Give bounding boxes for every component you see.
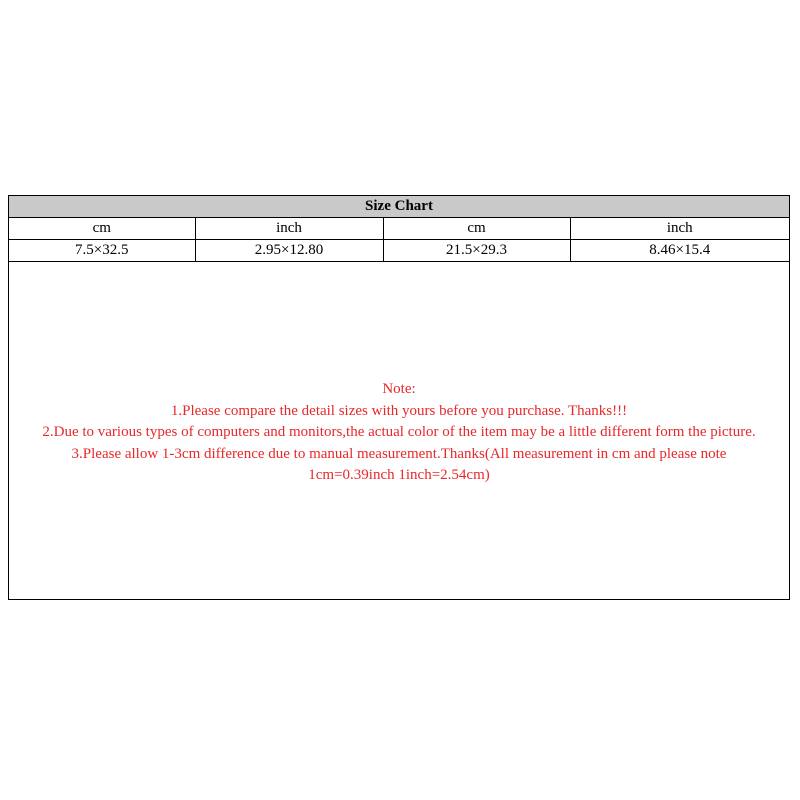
table-header-row: [9, 218, 789, 240]
table-cell: 7.5×32.5: [9, 240, 195, 262]
table-row: [9, 240, 789, 262]
table-cell: 2.95×12.80: [195, 240, 383, 262]
table-title-row: [9, 196, 789, 218]
note-line: 1.Please compare the detail sizes with yours before you purchase. Thanks!!!: [170, 402, 628, 419]
table-title: Size Chart: [9, 196, 789, 218]
note-line: 2.Due to various types of computers and monitors,the actual color of the item may be a little different form the picture.: [42, 424, 756, 440]
column-header-cm: cm: [383, 218, 570, 240]
note-line: 1cm=0.39inch 1inch=2.54cm): [308, 467, 490, 483]
note-heading: Note:: [382, 381, 416, 397]
table-cell: 8.46×15.4: [570, 240, 789, 262]
table-cell: 21.5×29.3: [383, 240, 570, 262]
size-table: [9, 196, 789, 262]
size-chart: [8, 195, 790, 600]
note-block: [9, 379, 789, 487]
column-header-cm: cm: [9, 218, 195, 240]
column-header-inch: inch: [195, 218, 383, 240]
column-header-inch: inch: [570, 218, 789, 240]
note-line: 3.Please allow 1-3cm difference due to manual measurement.Thanks(All measurement in cm and please note: [71, 445, 727, 462]
